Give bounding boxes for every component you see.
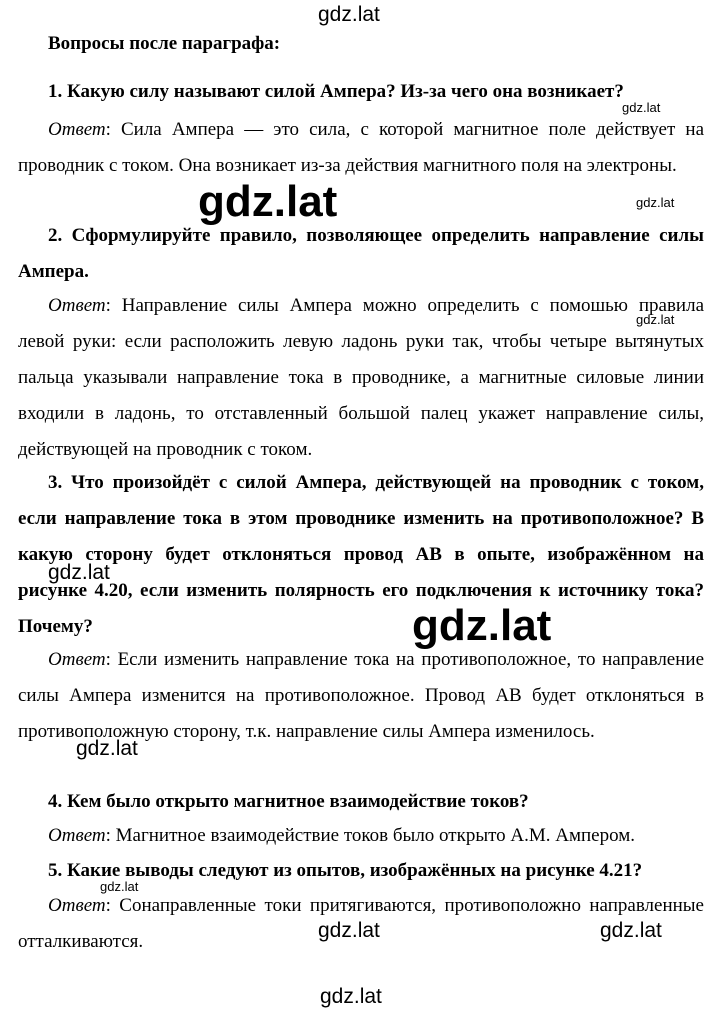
- question-2: [18, 218, 704, 290]
- answer-1: [18, 112, 704, 184]
- answer-1-text: : Сила Ампера — это сила, с которой магнитное поле действует на проводник с током. Она возникает из-за действия магнитного поля на электроны.: [18, 119, 704, 176]
- watermark: gdz.lat: [198, 177, 338, 226]
- answer-5-label: Ответ: [48, 895, 106, 916]
- answer-1-label: Ответ: [48, 119, 106, 140]
- question-1-text: 1. Какую силу называют силой Ампера? Из-за чего она возникает?: [48, 81, 624, 102]
- watermark: gdz.lat: [600, 919, 662, 942]
- answer-3-text: : Если изменить направление тока на противоположное, то направление силы Ампера изменится на противоположное. Провод АВ будет отклоняться в противоположную сторону, т.к. направление силы Ампера изменилось.: [18, 649, 704, 742]
- watermark: gdz.lat: [318, 919, 380, 942]
- answer-2-label: Ответ: [48, 295, 106, 316]
- watermark: gdz.lat: [100, 879, 139, 894]
- watermark: gdz.lat: [320, 985, 382, 1008]
- question-4: [18, 784, 704, 820]
- answer-4: [18, 818, 704, 854]
- question-3: [18, 465, 704, 645]
- answer-4-text: : Магнитное взаимодействие токов было открыто А.М. Ампером.: [105, 825, 636, 846]
- answer-5-text: : Сонаправленные токи притягиваются, противоположно направленные отталкиваются.: [18, 895, 704, 952]
- watermark: gdz.lat: [412, 601, 552, 650]
- answer-2: [18, 288, 704, 468]
- answer-3: [18, 642, 704, 750]
- answer-4-label: Ответ: [48, 825, 106, 846]
- answer-2-text: : Направление силы Ампера можно определить с помошью правила левой руки: если расположить левую ладонь руки так, чтобы четыре вытянутых пальца указывали направление тока в проводнике, а магнитные силовые линии входили в ладонь, то отставленный большой палец укажет направление силы, действующей на проводник с током.: [18, 295, 704, 460]
- question-3-text: 3. Что произойдёт с силой Ампера, действующей на проводник с током, если направление тока в этом проводнике изменить на противоположное? В какую сторону будет отклоняться провод АВ в опыте, изображённом на рисунке 4.20, если изменить полярность его подключения к источнику тока? Почему?: [18, 472, 704, 637]
- watermark: gdz.lat: [636, 195, 675, 210]
- question-2-text: 2. Сформулируйте правило, позволяющее определить направление силы Ампера.: [18, 225, 704, 282]
- watermark: gdz.lat: [318, 3, 380, 26]
- watermark: gdz.lat: [48, 561, 110, 584]
- watermark: gdz.lat: [636, 312, 675, 327]
- section-heading: Вопросы после параграфа:: [48, 33, 281, 54]
- question-5-text: 5. Какие выводы следуют из опытов, изображённых на рисунке 4.21?: [48, 860, 643, 881]
- question-4-text: 4. Кем было открыто магнитное взаимодействие токов?: [48, 791, 529, 812]
- watermark: gdz.lat: [622, 100, 661, 115]
- question-1: [18, 74, 704, 110]
- answer-3-label: Ответ: [48, 649, 106, 670]
- watermark: gdz.lat: [76, 737, 138, 760]
